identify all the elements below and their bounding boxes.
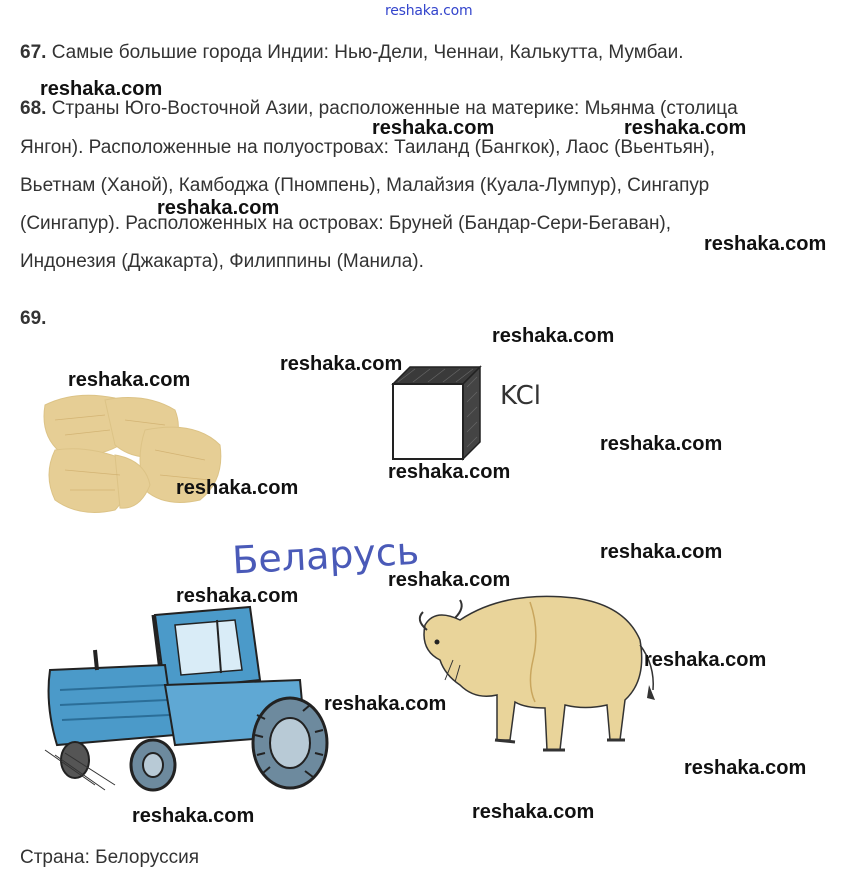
watermark: reshaka.com [600, 433, 723, 455]
svg-text:Беларусь: Беларусь [231, 528, 421, 583]
tractor-icon [35, 595, 335, 820]
answer-68-line-4: (Сингапур). Расположенных на островах: Бруней (Бандар-Сери-Бегаван), [20, 213, 672, 234]
potash-salt-crystals-icon [35, 390, 230, 520]
kcl-cube-icon [385, 362, 485, 462]
watermark: reshaka.com [388, 461, 511, 483]
answer-67-text: Самые большие города Индии: Нью-Дели, Ченнаи, Калькутта, Мумбаи. [46, 42, 684, 63]
watermark: reshaka.com [492, 325, 615, 347]
watermark: reshaka.com [176, 585, 299, 607]
answer-68-line-2: Янгон). Расположенные на полуостровах: Таиланд (Бангкок), Лаос (Вьентьян), [20, 137, 716, 158]
site-header-link[interactable]: reshaka.com [385, 3, 473, 19]
watermark: reshaka.com [132, 805, 255, 827]
watermark: reshaka.com [600, 541, 723, 563]
watermark: reshaka.com [388, 569, 511, 591]
svg-text:KCl: KCl [500, 381, 542, 411]
answer-67-number: 67. [20, 42, 47, 63]
answer-68-line-3: Вьетнам (Ханой), Камбоджа (Пномпень), Малайзия (Куала-Лумпур), Сингапур [20, 175, 710, 196]
kcl-label [498, 378, 558, 412]
answer-69-number: 69. [20, 308, 47, 329]
watermark: reshaka.com [157, 197, 280, 219]
bison-icon [415, 590, 665, 765]
watermark: reshaka.com [68, 369, 191, 391]
watermark: reshaka.com [280, 353, 403, 375]
watermark: reshaka.com [372, 117, 495, 139]
watermark: reshaka.com [40, 78, 163, 100]
watermark: reshaka.com [472, 801, 595, 823]
watermark: reshaka.com [644, 649, 767, 671]
watermark: reshaka.com [684, 757, 807, 779]
answer-68-line-5: Индонезия (Джакарта), Филиппины (Манила). [20, 251, 424, 272]
watermark: reshaka.com [704, 233, 827, 255]
answer-68-line-1: 68. Страны Юго-Восточной Азии, расположенные на материке: Мьянма (столица [20, 98, 738, 119]
watermark: reshaka.com [176, 477, 299, 499]
country-caption: Страна: Белоруссия [20, 847, 199, 868]
answer-67 [20, 42, 684, 64]
watermark: reshaka.com [624, 117, 747, 139]
answer-68-number: 68. [20, 98, 47, 119]
watermark: reshaka.com [324, 693, 447, 715]
